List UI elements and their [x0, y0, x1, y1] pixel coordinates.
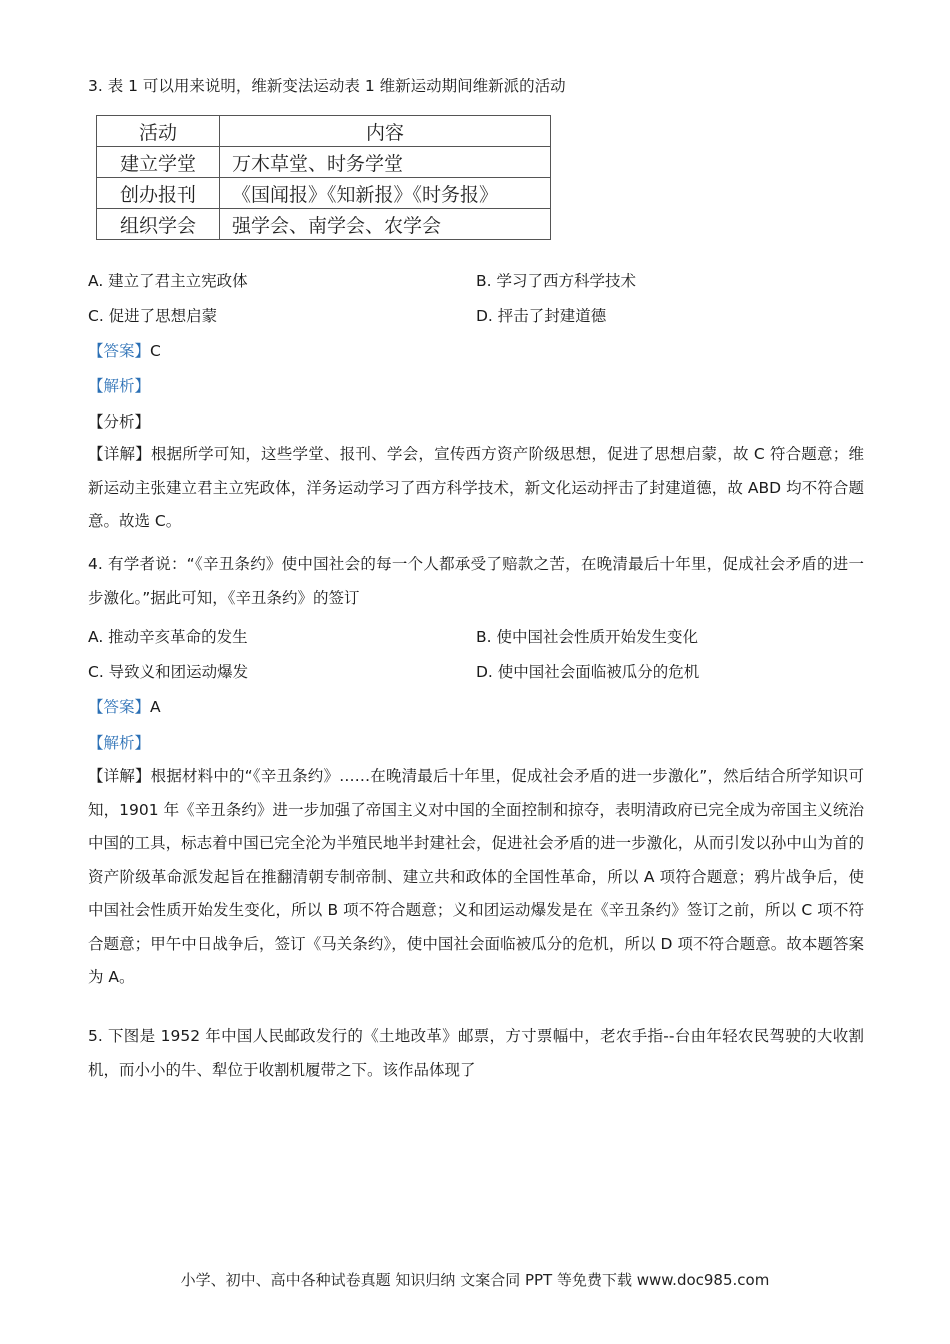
table-header-cell: 内容 [220, 116, 551, 147]
q3-stem: 3. 表 1 可以用来说明，维新变法运动表 1 维新运动期间维新派的活动 [88, 77, 566, 95]
q4-answer-line [88, 697, 161, 717]
q4-option-c: C. 导致义和团运动爆发 [88, 663, 249, 681]
detail-tag: 【详解】 [88, 445, 151, 463]
table-row [97, 147, 551, 178]
q3-analysis-tag: 【解析】 [88, 377, 151, 395]
table-cell: 组织学会 [97, 209, 220, 240]
detail-tag: 【详解】 [88, 767, 151, 785]
q4-option-d: D. 使中国社会面临被瓜分的危机 [476, 663, 700, 681]
answer-value: C [150, 342, 161, 360]
answer-tag: 【答案】 [88, 342, 151, 360]
q3-answer-line [88, 341, 161, 361]
answer-tag: 【答案】 [88, 698, 151, 716]
table-row [97, 178, 551, 209]
page-footer: 小学、初中、高中各种试卷真题 知识归纳 文案合同 PPT 等免费下载 www.doc985.com [180, 1271, 770, 1289]
answer-value: A [150, 698, 161, 716]
q3-option-d: D. 抨击了封建道德 [476, 307, 607, 325]
q4-analysis-tag: 【解析】 [88, 734, 151, 752]
q3-option-c: C. 促进了思想启蒙 [88, 307, 218, 325]
table-cell: 万木草堂、时务学堂 [220, 147, 551, 178]
table-row [97, 209, 551, 240]
q4-stem: 4. 有学者说：“《辛丑条约》使中国社会的每一个人都承受了赔款之苦，在晚清最后十年里，促成社会矛盾的进一步激化。”据此可知，《辛丑条约》的签订 [88, 555, 864, 607]
detail-text: 根据所学可知，这些学堂、报刊、学会，宣传西方资产阶级思想，促进了思想启蒙，故 C 符合题意；维新运动主张建立君主立宪政体，洋务运动学习了西方科学技术，新文化运动抨击了封建道德，故 ABD 均不符合题意。故选 C。 [88, 445, 864, 530]
q4-option-b: B. 使中国社会性质开始发生变化 [476, 628, 698, 646]
q3-fenxi-tag: 【分析】 [88, 413, 151, 431]
detail-text: 根据材料中的“《辛丑条约》……在晚清最后十年里，促成社会矛盾的进一步激化”，然后结合所学知识可知，1901 年《辛丑条约》进一步加强了帝国主义对中国的全面控制和掠夺，表明清政府已完全成为帝国主义统治中国的工具，标志着中国已完全沦为半殖民地半封建社会，促进社会矛盾的进一步激化，从而引发以孙中山为首的资产阶级革命派发起旨在推翻清朝专制帝制、建立共和政体的全国性革命，所以 A 项符合题意；鸦片战争后，使中国社会性质开始发生变化，所以 B 项不符合题意；义和团运动爆发是在《辛丑条约》签订之前，所以 C 项不符合题意；甲午中日战争后，签订《马关条约》，使中国社会面临被瓜分的危机，所以 D 项不符合题意。故本题答案为 A。 [88, 767, 864, 986]
q4-option-a: A. 推动辛亥革命的发生 [88, 628, 248, 646]
q5-stem: 5. 下图是 1952 年中国人民邮政发行的《土地改革》邮票，方寸票幅中，老农手指--台由年轻农民驾驶的大收割机，而小小的牛、犁位于收割机履带之下。该作品体现了 [88, 1027, 864, 1079]
table-cell: 建立学堂 [97, 147, 220, 178]
q3-option-a: A. 建立了君主立宪政体 [88, 272, 248, 290]
table-header-row [97, 116, 551, 147]
table-cell: 《国闻报》《知新报》《时务报》 [220, 178, 551, 209]
q3-detail [88, 438, 864, 542]
table-header-cell: 活动 [97, 116, 220, 147]
q3-table [96, 115, 551, 240]
q3-option-b: B. 学习了西方科学技术 [476, 272, 636, 290]
table-cell: 强学会、南学会、农学会 [220, 209, 551, 240]
q4-detail [88, 760, 864, 1020]
table-cell: 创办报刊 [97, 178, 220, 209]
